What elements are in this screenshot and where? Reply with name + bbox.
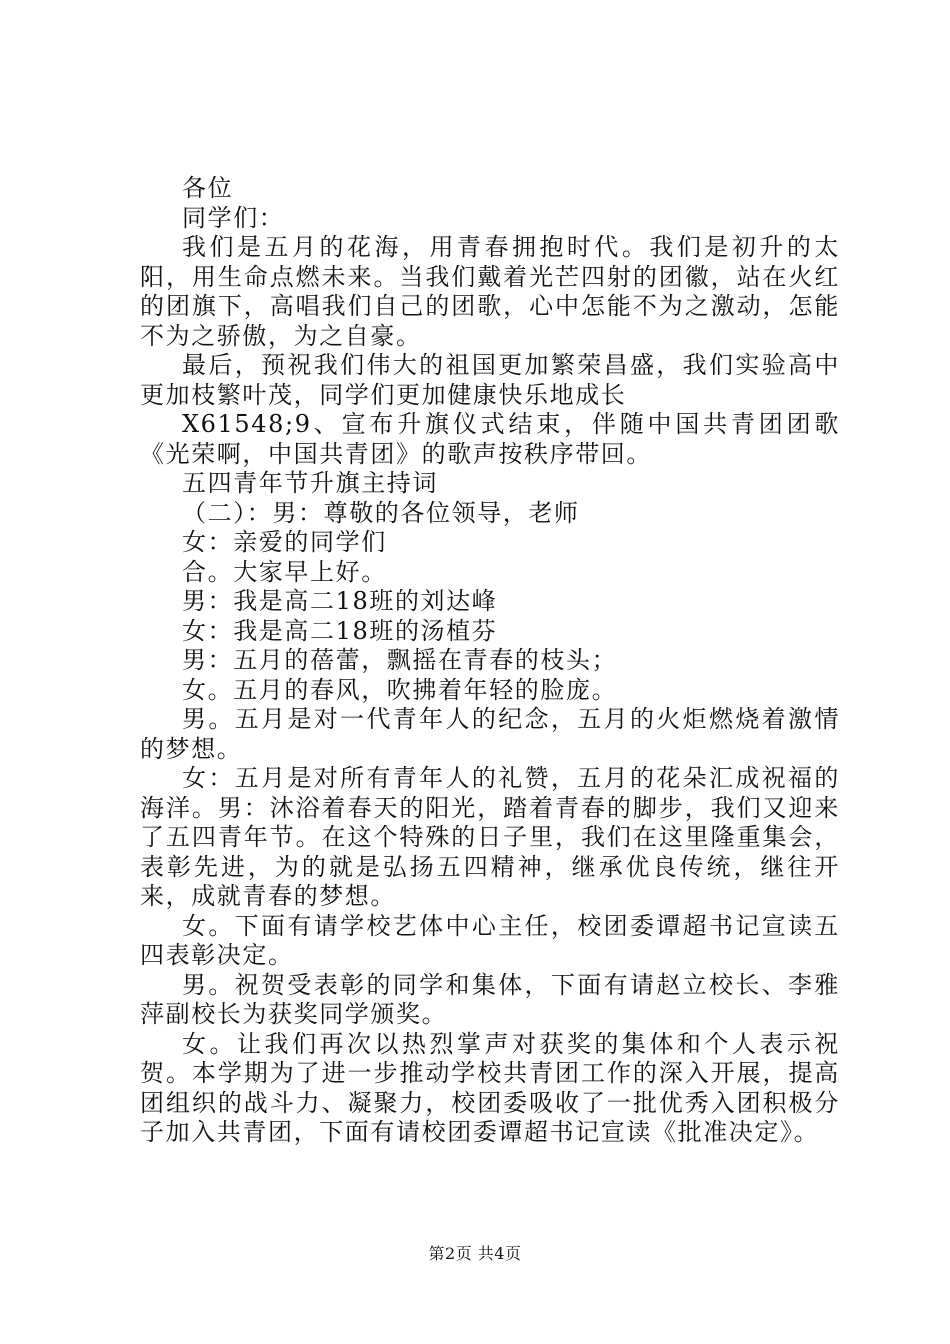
paragraph-greeting-1: 各位 (182, 174, 234, 202)
paragraph-female-greeting: 女：亲爱的同学们 (182, 528, 387, 556)
paragraph-flower-sea: 我们是五月的花海，用青春拥抱时代。我们是初升的太阳，用生命点燃未来。当我们戴着光芒四射的团徽，站在火红的团旗下，高唱我们自己的团歌，心中怎能不为之激动，怎能不为之骄傲，为之自豪。 (140, 233, 840, 350)
paragraph-awards-decision: 女。下面有请学校艺体中心主任，校团委谭超书记宣读五四表彰决定。 (140, 911, 840, 969)
paragraph-female-intro: 女：我是高二18班的汤植芬 (182, 616, 498, 645)
paragraph-may-buds: 男：五月的蓓蕾，飘摇在青春的枝头； (182, 646, 618, 674)
page-number-footer: 第2页 共4页 (428, 1244, 522, 1263)
paragraph-approval-decision: 女。让我们再次以热烈掌声对获奖的集体和个人表示祝贺。本学期为了进一步推动学校共青团工作的深入开展，提高团组织的战斗力、凝聚力，校团委吸收了一批优秀入团积极分子加入共青团，下面有请校团委谭超书记宣读《批准决定》。 (140, 1029, 840, 1146)
paragraph-part-two: （二）：男：尊敬的各位领导，老师 (182, 498, 580, 527)
paragraph-greeting-2: 同学们： (182, 203, 285, 232)
paragraph-may-breeze: 女。五月的春风，吹拂着年轻的脸庞。 (182, 675, 618, 704)
paragraph-joint-greeting: 合。大家早上好。 (182, 557, 387, 586)
section-title: 五四青年节升旗主持词 (182, 469, 438, 497)
paragraph-male-intro: 男：我是高二18班的刘达峰 (182, 587, 498, 615)
paragraph-may-tribute: 女：五月是对所有青年人的礼赞，五月的花朵汇成祝福的海洋。男：沐浴着春天的阳光，踏着青春的脚步，我们又迎来了五四青年节。在这个特殊的日子里，我们在这里隆重集会，表彰先进，为的就是弘扬五四精神，继承优良传统，继往开来，成就青春的梦想。 (140, 764, 840, 910)
paragraph-closing-wish: 最后，预祝我们伟大的祖国更加繁荣昌盛，我们实验高中更加枝繁叶茂，同学们更加健康快乐地成长 (140, 351, 840, 409)
document-body (140, 174, 840, 1148)
paragraph-ceremony-end: X61548;9、宣布升旗仪式结束，伴随中国共青团团歌《光荣啊，中国共青团》的歌声按秩序带回。 (140, 410, 840, 468)
paragraph-may-memorial: 男。五月是对一代青年人的纪念，五月的火炬燃烧着激情的梦想。 (140, 705, 840, 763)
paragraph-award-presentation: 男。祝贺受表彰的同学和集体，下面有请赵立校长、李雅萍副校长为获奖同学颁奖。 (140, 970, 840, 1028)
